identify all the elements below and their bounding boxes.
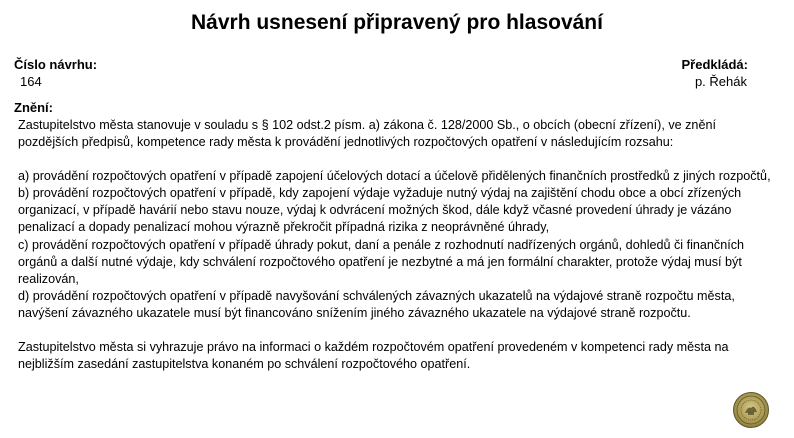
- city-seal-icon: [733, 392, 769, 428]
- item-d: d) provádění rozpočtových opatření v případě navyšování schválených závazných ukazatelů na výdajové straně rozpočtu města, navýšení závazného ukazatele musí být financováno snížením jiného závazného ukazatele na výdajové straně rozpočtu.: [18, 288, 735, 320]
- submitter-value: p. Řehák: [694, 74, 747, 89]
- number-label: Číslo návrhu:: [14, 57, 98, 72]
- submitter-label: Předkládá:: [681, 57, 748, 72]
- intro-paragraph: Zastupitelstvo města stanovuje v souladu s § 102 odst.2 písm. a) zákona č. 128/2000 Sb., o obcích (obecní zřízení), ve znění pozdějších předpisů, kompetence rady města k provádění jednotlivých rozpočtových opatření v následujícím rozsahu:: [18, 118, 716, 150]
- number-value: 164: [20, 74, 42, 89]
- document-title: Návrh usnesení připravený pro hlasování: [191, 11, 603, 34]
- closing-paragraph: Zastupitelstvo města si vyhrazuje právo na informaci o každém rozpočtovém opatření provedeném v kompetenci rady města na nejbližším zasedání zastupitelstva konaném po schválení rozpočtového opatření.: [18, 340, 729, 372]
- item-c: c) provádění rozpočtových opatření v případě úhrady pokut, daní a penále z rozhodnutí nadřízených orgánů, dohledů či finančních orgánů a další nutné výdaje, kdy schválení rozpočtového opatření je nezbytné a má jen formální charakter, protože výdaj musí být realizován,: [18, 237, 745, 286]
- item-b: b) provádění rozpočtových opatření v případě, kdy zapojení výdaje vyžaduje nutný výdaj na zajištění chodu obce a obcí zřízených organizací, v případě havárií nebo stavu nouze, výdaj k odvrácení možných škod, dále když včasné provedení úhrady je vázáno penalizací a dopady penalizací mohou výrazně překročit případná rizika z neoprávněné úhrady,: [18, 186, 742, 235]
- item-a: a) provádění rozpočtových opatření v případě zapojení účelových dotací a účelově přidělených finančních prostředků z jiných rozpočtů,: [18, 169, 771, 184]
- resolution-text: [18, 117, 778, 373]
- text-label: Znění:: [14, 100, 53, 115]
